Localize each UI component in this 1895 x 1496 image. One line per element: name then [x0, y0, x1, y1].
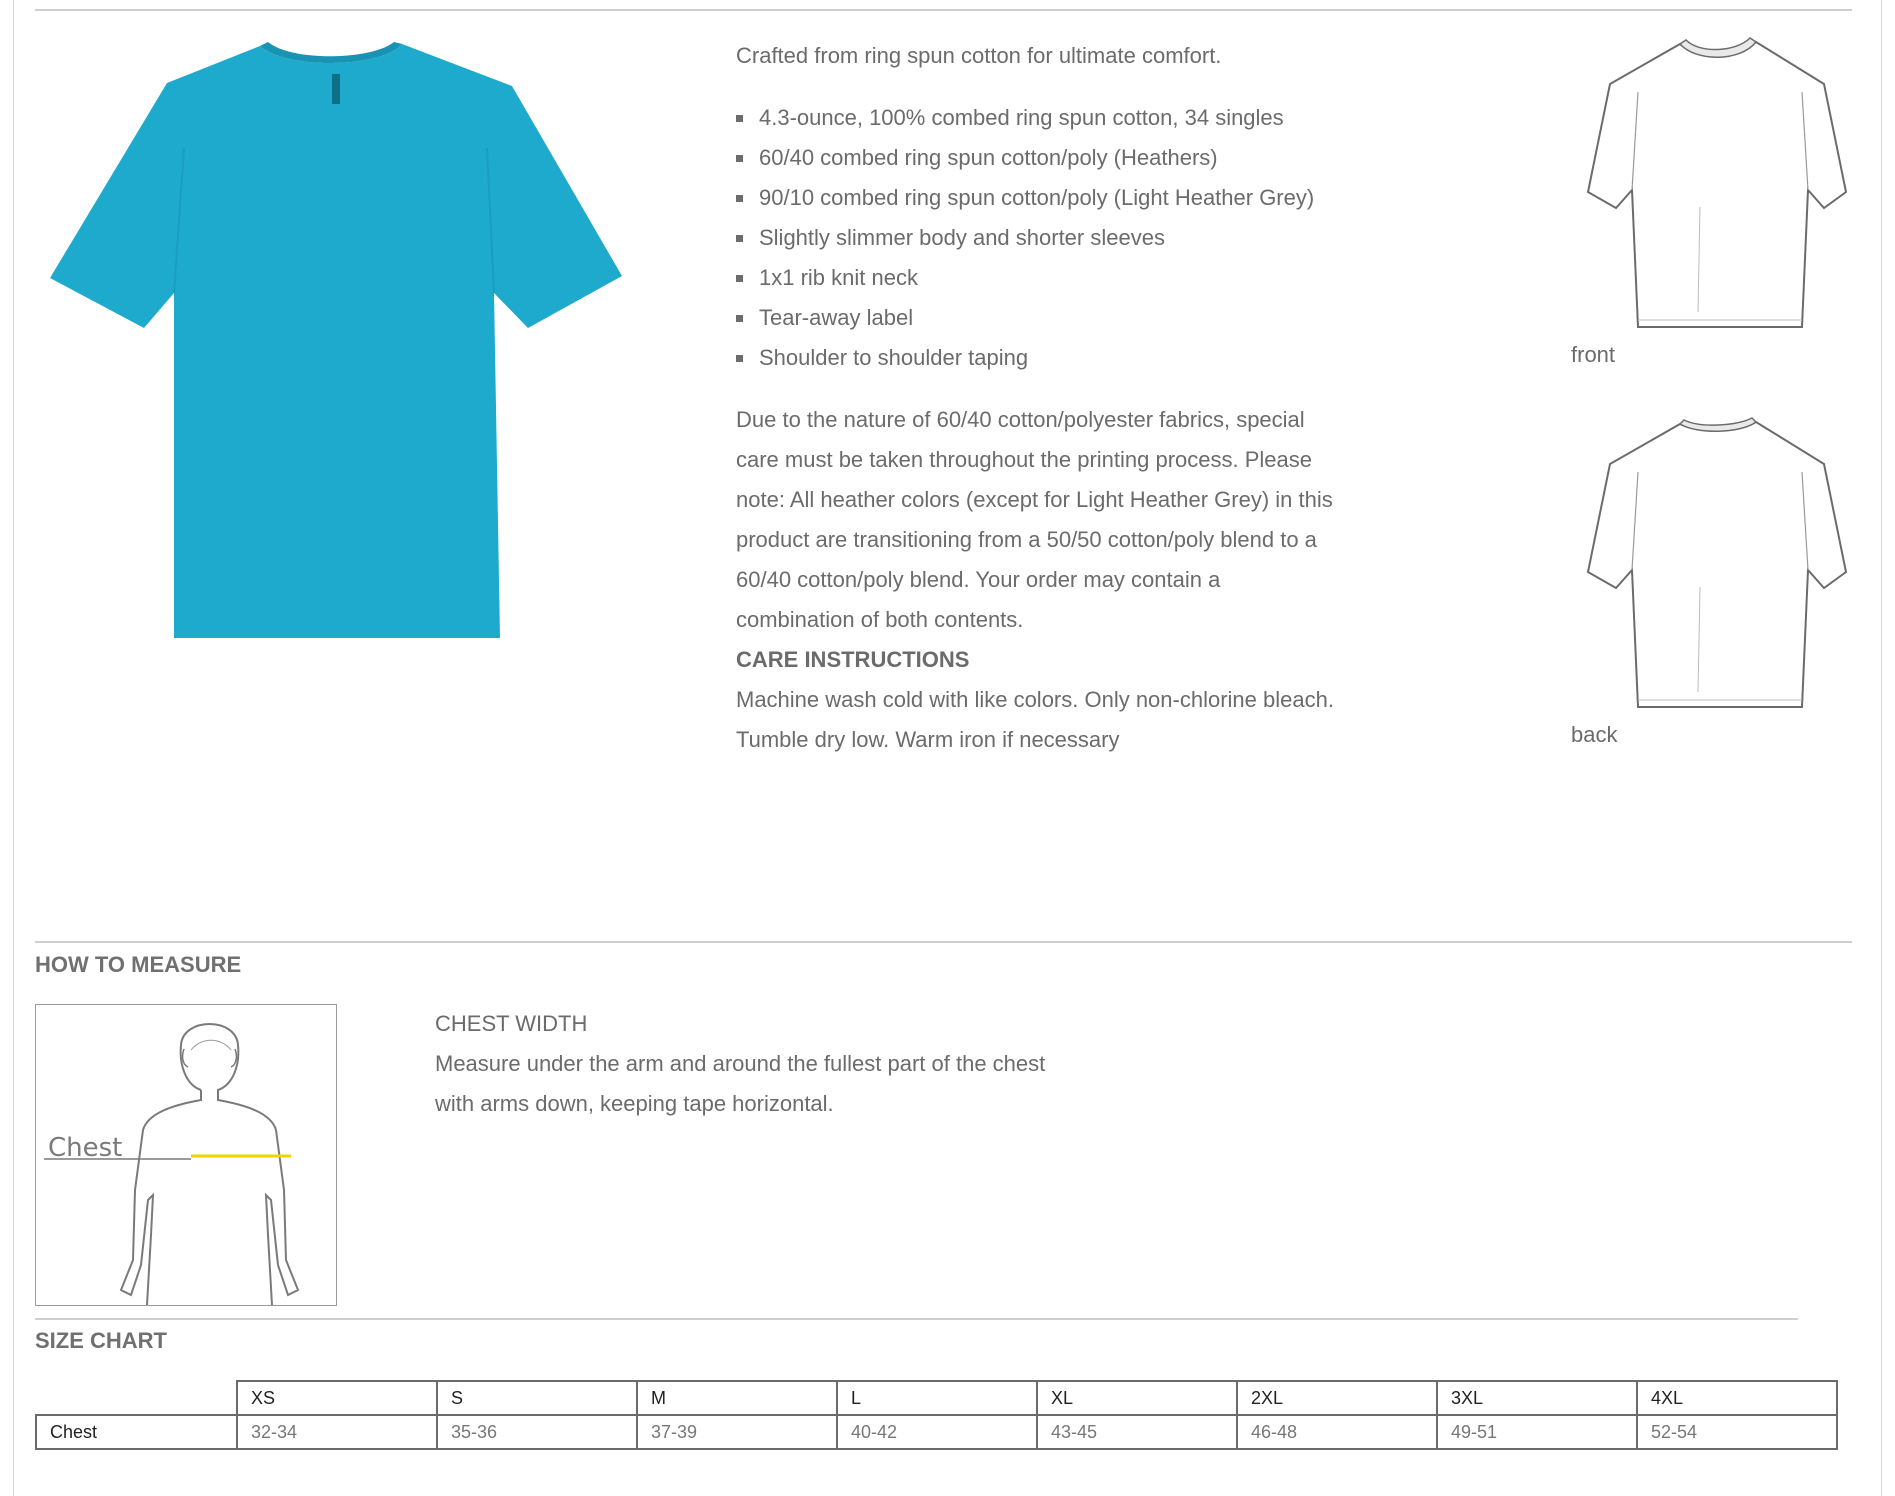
product-photo	[42, 38, 632, 648]
chest-value-cell: 43-45	[1037, 1415, 1237, 1449]
bullet-icon	[736, 355, 743, 362]
tshirt-back-flat	[1580, 412, 1855, 712]
size-header-cell: 4XL	[1637, 1381, 1837, 1415]
size-header-cell: L	[837, 1381, 1037, 1415]
feature-item	[736, 258, 1356, 298]
feature-item	[736, 218, 1356, 258]
tshirt-body	[50, 44, 622, 638]
size-chart-title: SIZE CHART	[35, 1328, 167, 1353]
chest-row	[36, 1415, 1837, 1449]
chest-value-cell: 52-54	[1637, 1415, 1837, 1449]
fabric-note-line: care must be taken throughout the printing process. Please	[736, 447, 1313, 472]
measure-diagram	[35, 1004, 337, 1306]
feature-item	[736, 338, 1356, 378]
feature-text: 60/40 combed ring spun cotton/poly (Heathers)	[759, 145, 1218, 170]
chest-value-cell: 40-42	[837, 1415, 1037, 1449]
size-header-cell: M	[637, 1381, 837, 1415]
fabric-note	[736, 400, 1356, 640]
how-to-measure-title: HOW TO MEASURE	[35, 952, 242, 977]
bullet-icon	[736, 275, 743, 282]
chest-value-cell: 32-34	[237, 1415, 437, 1449]
page-border-right	[1881, 0, 1882, 1496]
care-line: Machine wash cold with like colors. Only non-chlorine bleach.	[736, 687, 1334, 712]
care-instructions-heading: CARE INSTRUCTIONS	[736, 647, 970, 672]
feature-text: 1x1 rib knit neck	[759, 265, 918, 290]
size-chart-table	[35, 1380, 1838, 1450]
size-header-cell: XL	[1037, 1381, 1237, 1415]
feature-text: 90/10 combed ring spun cotton/poly (Light Heather Grey)	[759, 185, 1315, 210]
product-description	[736, 36, 1356, 760]
fabric-note-line: 60/40 cotton/poly blend. Your order may contain a	[736, 567, 1221, 592]
back-label: back	[1571, 722, 1618, 747]
feature-item	[736, 138, 1356, 178]
feature-item	[736, 298, 1356, 338]
page-border-left	[13, 0, 14, 1496]
measure-divider	[35, 941, 1852, 943]
header-blank-cell	[36, 1381, 237, 1415]
measure-line: Measure under the arm and around the fullest part of the chest	[435, 1051, 1046, 1076]
bullet-icon	[736, 315, 743, 322]
feature-item	[736, 178, 1356, 218]
size-header-cell: 3XL	[1437, 1381, 1637, 1415]
care-line: Tumble dry low. Warm iron if necessary	[736, 727, 1120, 752]
row-label: Chest	[36, 1415, 237, 1449]
bullet-icon	[736, 115, 743, 122]
chest-value-cell: 37-39	[637, 1415, 837, 1449]
measure-heading: CHEST WIDTH	[435, 1011, 588, 1036]
chest-value-cell: 46-48	[1237, 1415, 1437, 1449]
measure-line: with arms down, keeping tape horizontal.	[435, 1091, 834, 1116]
fabric-note-line: product are transitioning from a 50/50 cotton/poly blend to a	[736, 527, 1317, 552]
feature-text: 4.3-ounce, 100% combed ring spun cotton, 34 singles	[759, 105, 1284, 130]
bullet-icon	[736, 235, 743, 242]
chest-value-cell: 35-36	[437, 1415, 637, 1449]
bullet-icon	[736, 155, 743, 162]
fabric-note-line: Due to the nature of 60/40 cotton/polyester fabrics, special	[736, 407, 1305, 432]
feature-text: Shoulder to shoulder taping	[759, 345, 1029, 370]
fabric-note-line: combination of both contents.	[736, 607, 1024, 632]
feature-item	[736, 98, 1356, 138]
chest-value-cell: 49-51	[1437, 1415, 1637, 1449]
feature-text: Tear-away label	[759, 305, 914, 330]
feature-list	[736, 98, 1356, 378]
top-divider	[35, 9, 1852, 11]
feature-text: Slightly slimmer body and shorter sleeves	[759, 225, 1165, 250]
bullet-icon	[736, 195, 743, 202]
description-intro: Crafted from ring spun cotton for ultimate comfort.	[736, 43, 1222, 68]
size-header-cell: S	[437, 1381, 637, 1415]
tshirt-label	[332, 74, 340, 104]
fabric-note-line: note: All heather colors (except for Light Heather Grey) in this	[736, 487, 1333, 512]
tshirt-front-flat	[1580, 32, 1855, 332]
size-header-row	[36, 1381, 1837, 1415]
front-label: front	[1571, 342, 1616, 367]
chest-label: Chest	[48, 1133, 123, 1163]
measure-instructions	[435, 1004, 1135, 1124]
size-chart-divider	[35, 1318, 1798, 1320]
size-header-cell: 2XL	[1237, 1381, 1437, 1415]
size-header-cell: XS	[237, 1381, 437, 1415]
